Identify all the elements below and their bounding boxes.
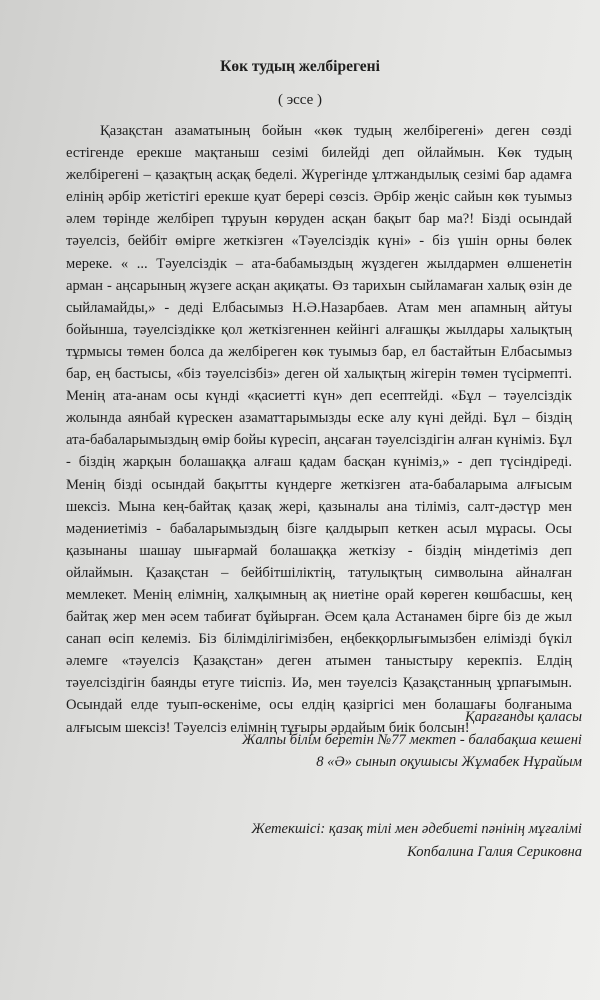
supervisor-name: Копбалина Галия Сериковна [407,843,582,860]
author-student: 8 «Ә» сынып оқушысы Жұмабек Нұрайым [316,754,582,770]
author-signature-block [22,706,582,774]
author-school: Жалпы білім беретін №77 мектеп - балабақша кешені [241,731,582,748]
essay-genre-label: ( эссе ) [277,92,323,108]
supervisor-block [22,818,582,863]
supervisor-role: Жетекшісі: қазақ тілі мен әдебиеті пәнінің мұғалімі [251,821,582,837]
essay-body-paragraph: Қазақстан азаматының бойын «көк тудың желбірегені» деген сөзді естігенде ерекше мақтаныш сезімі билейді деп ойлаймын. Көк тудың желбірегені – қазақтың асқақ беделі. Жүрегінде ұлтжандылық сезімі бар адамға елінің әрбір жетістігі ерекше қуат берері сөзсіз. Әрбір жеңіс сайын көк туымыз әлем төрінде желбіреп тұруын көруден асқан бақыт бар ма?! Бізді осындай тәуелсіз, бейбіт өмірге жеткізген «Тәуелсіздік күні» - біз үшін орны бөлек мереке. « ... Тәуелсіздік – ата-бабамыздың жүздеген жылдармен өлшенетін арман - аңсарының жүзеге асқан ақиқаты. Өз тарихын сыйламаған халық өзін де сыйламайды,» - деді Елбасымыз Н.Ә.Назарбаев. Атам мен апамның айтуы бойынша, тәуелсіздікке қол жеткізгеннен кейінгі алғашқы жылдары халықтың тұрмысы төмен болса да желбіреген көк туымыз бар, ел бастайтын Елбасымыз бар, ең бастысы, «біз тәуелсізбіз» деген ой халықтың жігерін төмен түсірмепті. Менің ата-анам осы күнді «қасиетті күн» деп есептейді. «Бұл – тәуелсіздік жолында аянбай күрескен азаматтарымызды еске алу күні дейді. Бұл – біздің ата-бабаларымыздың өмір бойы күресіп, аңсаған тәуелсіздігін алған күніміз. Бұл - біздің жарқын болашаққа алғаш қадам басқан күніміз,» - деп түсіндіреді. Менің бізді осындай бақытты күндерге жеткізген ата-бабаларыма алғысым шексіз. Мына кең-байтақ қазақ жері, қазыналы ана тіліміз, салт-дәстүр мен мәдениетіміз - бабаларымыздың бізге қалдырып кеткен асыл мұрасы. Осы қазынаны шашау шығармай болашаққа жеткізу - біздің міндетіміз деп ойлаймын. Қазақстан – бейбітшіліктің, татулықтың символына айналған мемлекет. Менің елімнің, халқымның ақ ниетіне орай көреген көшбасшы, кең байтақ жер мен әсем табиғат бұйырған. Әсем қала Астанамен бірге біз де жыл санап өсіп келеміз. Біз білімділігімізбен, еңбекқорлығымызбен елімізді бүкіл әлемге «тәуелсіз Қазақстан» деген атымен таныстыру керекпіз. Елдің тәуелсіздігін баянды етуге тиіспіз. Иә, мен тәуелсіз Қазақстанның ұрпағымын. Осындай елде туып-өскеніме, осы елдің қазіргісі мен болашағы болғаныма алғысым шексіз! Тәуелсіз елімнің тұғыры әрдайым биік болсын! [66,123,572,736]
author-city: Қарағанды қаласы [464,709,582,725]
essay-title: Көк тудың желбірегені [220,58,380,75]
